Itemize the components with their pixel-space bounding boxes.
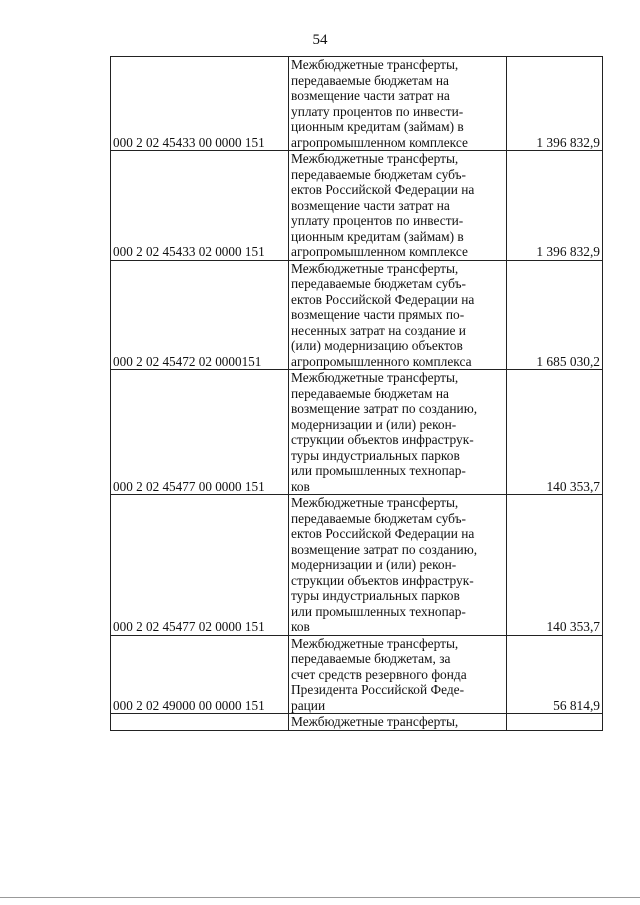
description-line: передаваемые бюджетам субъ- <box>291 510 467 526</box>
description-line: или промышленных технопар- <box>291 463 466 478</box>
description-line: передаваемые бюджетам на <box>291 72 449 88</box>
description-line: ектов Российской Федерации на <box>291 182 475 197</box>
page-bottom-rule <box>0 897 640 898</box>
description-line: ектов Российской Федерации на <box>291 526 475 541</box>
description-line: передаваемые бюджетам, за <box>291 651 451 666</box>
description-line: или промышленных технопар- <box>291 603 466 619</box>
amount-value: 1 396 832,9 <box>507 57 603 151</box>
description-line: Межбюджетные трансферты, <box>291 635 459 651</box>
classification-code: 000 2 02 45477 02 0000 151 <box>111 495 289 636</box>
description-line: возмещение затрат по созданию, <box>291 401 478 416</box>
description-line: агропромышленного комплекса <box>291 353 472 369</box>
description-line: агропромышленном комплексе <box>291 134 468 150</box>
description-line: Межбюджетные трансферты, <box>291 151 459 166</box>
description-line: агропромышленном комплексе <box>291 244 468 259</box>
classification-code: 000 2 02 45433 00 0000 151 <box>111 57 289 151</box>
description-line: туры индустриальных парков <box>291 447 460 463</box>
amount-value: 1 396 832,9 <box>507 151 603 261</box>
budget-table-body <box>111 57 603 731</box>
description-line: передаваемые бюджетам субъ- <box>291 166 467 182</box>
description-line: модернизации и (или) рекон- <box>291 557 457 572</box>
page-number: 54 <box>312 32 328 48</box>
revenue-description <box>289 370 507 495</box>
revenue-description <box>289 714 507 731</box>
description-line: Президента Российской Феде- <box>291 682 465 697</box>
description-line: передаваемые бюджетам на <box>291 385 449 401</box>
description-line: счет средств резервного фонда <box>291 666 467 682</box>
amount-value: 56 814,9 <box>507 635 603 714</box>
revenue-description <box>289 260 507 370</box>
revenue-description <box>289 57 507 151</box>
description-line: модернизации и (или) рекон- <box>291 416 457 432</box>
budget-table <box>110 56 603 731</box>
classification-code: 000 2 02 45433 02 0000 151 <box>111 151 289 261</box>
classification-code: 000 2 02 49000 00 0000 151 <box>111 635 289 714</box>
table-row <box>111 495 603 636</box>
classification-code: 000 2 02 45472 02 0000151 <box>111 260 289 370</box>
classification-code: 000 2 02 45477 00 0000 151 <box>111 370 289 495</box>
description-line: струкции объектов инфраструк- <box>291 432 474 447</box>
description-line: ционным кредитам (займам) в <box>291 119 464 134</box>
classification-code <box>111 714 289 731</box>
revenue-description <box>289 635 507 714</box>
description-line: несенных затрат на создание и <box>291 322 466 338</box>
amount-value: 140 353,7 <box>507 370 603 495</box>
description-line: передаваемые бюджетам субъ- <box>291 276 467 291</box>
description-line: возмещение части прямых по- <box>291 307 465 322</box>
description-line: ков <box>291 478 310 494</box>
description-line: ционным кредитам (займам) в <box>291 228 464 244</box>
amount-value: 140 353,7 <box>507 495 603 636</box>
table-row-partial <box>111 714 603 731</box>
description-line: туры индустриальных парков <box>291 588 460 603</box>
description-line: (или) модернизацию объектов <box>291 338 463 353</box>
table-row <box>111 635 603 714</box>
revenue-description <box>289 151 507 261</box>
description-line: Межбюджетные трансферты, <box>291 714 459 729</box>
description-line: Межбюджетные трансферты, <box>291 495 459 510</box>
description-line: рации <box>291 697 326 713</box>
amount-value <box>507 714 603 731</box>
table-row <box>111 57 603 151</box>
description-line: возмещение части затрат на <box>291 88 450 103</box>
description-line: Межбюджетные трансферты, <box>291 57 459 72</box>
table-row <box>111 370 603 495</box>
table-row <box>111 260 603 370</box>
description-line: уплату процентов по инвести- <box>291 103 464 119</box>
description-line: уплату процентов по инвести- <box>291 213 464 228</box>
description-line: Межбюджетные трансферты, <box>291 260 459 276</box>
description-line: струкции объектов инфраструк- <box>291 572 474 588</box>
amount-value: 1 685 030,2 <box>507 260 603 370</box>
description-line: возмещение затрат по созданию, <box>291 541 478 557</box>
table-row <box>111 151 603 261</box>
description-line: ектов Российской Федерации на <box>291 291 475 307</box>
description-line: возмещение части затрат на <box>291 197 450 213</box>
description-line: ков <box>291 619 310 634</box>
revenue-description <box>289 495 507 636</box>
description-line: Межбюджетные трансферты, <box>291 370 459 385</box>
